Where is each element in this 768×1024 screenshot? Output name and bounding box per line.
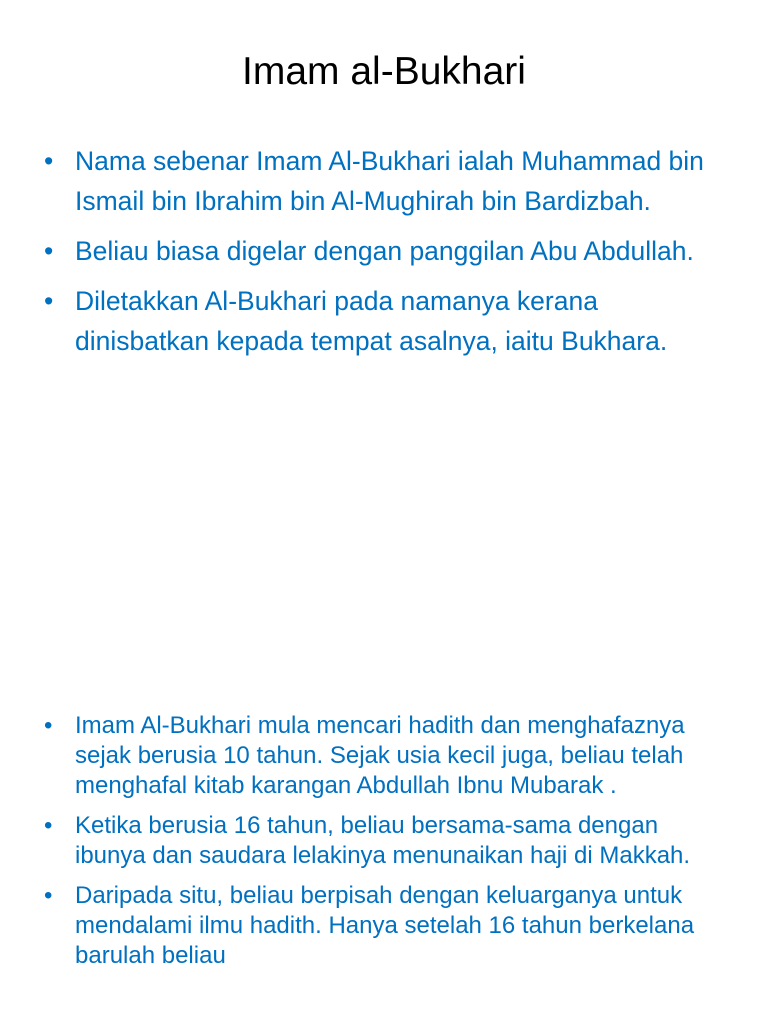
- bullet-icon: •: [44, 712, 53, 739]
- bullet-icon: •: [44, 286, 54, 316]
- list-item: [44, 711, 734, 801]
- slide-title: Imam al-Bukhari: [242, 50, 526, 93]
- list-item: [44, 881, 734, 971]
- bullet-text: Daripada situ, beliau berpisah dengan keluarganya untuk mendalami ilmu hadith. Hanya setelah 16 tahun berkelana barulah beliau: [75, 882, 695, 969]
- bullet-text: Imam Al-Bukhari mula mencari hadith dan menghafaznya sejak berusia 10 tahun. Sejak usia kecil juga, beliau telah menghafal kitab karangan Abdullah Ibnu Mubarak .: [75, 712, 685, 799]
- bullet-text: Beliau biasa digelar dengan panggilan Abu Abdullah.: [75, 236, 694, 266]
- bullet-list: [44, 711, 734, 981]
- bullet-icon: •: [44, 882, 53, 909]
- bullet-icon: •: [44, 236, 54, 266]
- bullet-text: Nama sebenar Imam Al-Bukhari ialah Muhammad bin Ismail bin Ibrahim bin Al-Mughirah bin Bardizbah.: [75, 146, 704, 216]
- list-item: [44, 811, 734, 871]
- bullet-text: Ketika berusia 16 tahun, beliau bersama-sama dengan ibunya dan saudara lelakinya menunaikan haji di Makkah.: [75, 812, 691, 869]
- list-item: [44, 281, 734, 361]
- bullet-icon: •: [44, 812, 53, 839]
- bullet-list: [44, 141, 734, 371]
- bullet-text: Diletakkan Al-Bukhari pada namanya kerana dinisbatkan kepada tempat asalnya, iaitu Bukhara.: [75, 286, 668, 356]
- bullet-icon: •: [44, 146, 54, 176]
- list-item: [44, 141, 734, 221]
- list-item: [44, 231, 734, 271]
- slide-2: [0, 700, 768, 1024]
